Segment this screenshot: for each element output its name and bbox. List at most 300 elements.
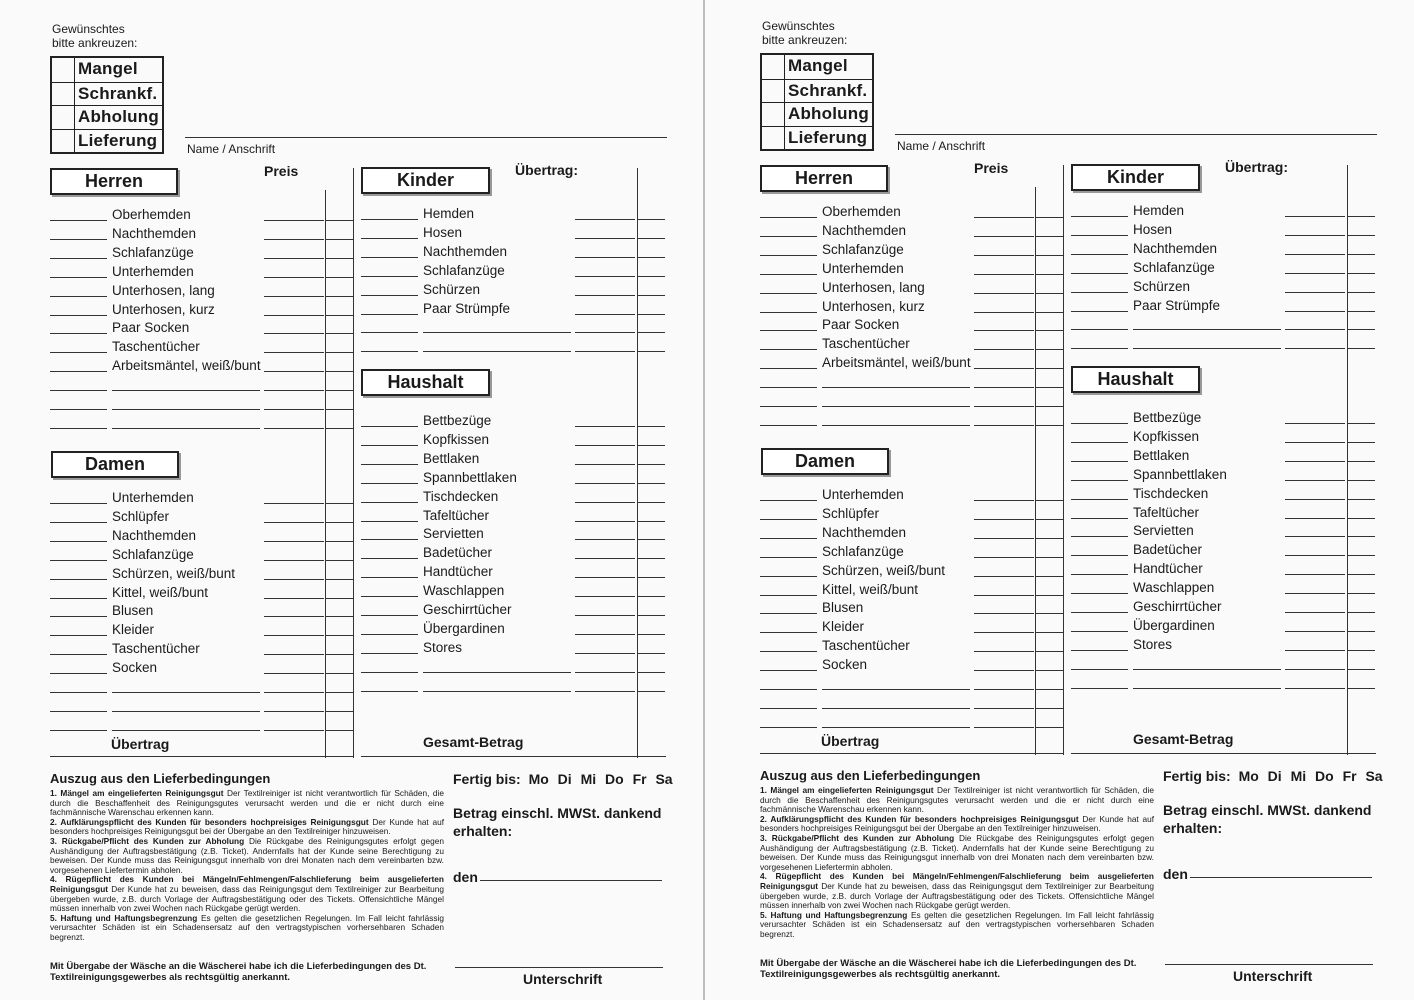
checkbox[interactable] [52, 106, 75, 129]
cent-field[interactable] [1347, 555, 1375, 556]
price-field[interactable] [575, 539, 635, 540]
cent-field[interactable] [637, 577, 665, 578]
extra-item-line[interactable] [423, 351, 571, 352]
cent-field[interactable] [1347, 329, 1375, 330]
cent-field[interactable] [1036, 255, 1064, 256]
option-schrankfertig[interactable] [762, 79, 872, 103]
quantity-field[interactable] [50, 239, 107, 240]
quantity-field[interactable] [1071, 329, 1128, 330]
day-mi[interactable]: Mi [580, 771, 597, 787]
extra-item-line[interactable] [822, 689, 970, 690]
quantity-field[interactable] [760, 217, 817, 218]
price-field[interactable] [974, 500, 1034, 501]
day-fr[interactable]: Fr [1342, 768, 1357, 784]
extra-item-line[interactable] [112, 428, 260, 429]
date-line[interactable] [1190, 877, 1372, 878]
quantity-field[interactable] [1071, 555, 1128, 556]
quantity-field[interactable] [50, 522, 107, 523]
cent-field[interactable] [326, 579, 354, 580]
checkbox[interactable] [52, 83, 75, 106]
price-field[interactable] [974, 255, 1034, 256]
quantity-field[interactable] [760, 708, 817, 709]
extra-item-line[interactable] [1133, 329, 1281, 330]
quantity-field[interactable] [361, 445, 418, 446]
quantity-field[interactable] [361, 634, 418, 635]
date-line[interactable] [480, 880, 662, 881]
cent-field[interactable] [1036, 613, 1064, 614]
price-field[interactable] [575, 332, 635, 333]
quantity-field[interactable] [760, 727, 817, 728]
quantity-field[interactable] [1071, 688, 1128, 689]
cent-field[interactable] [637, 672, 665, 673]
price-field[interactable] [1285, 555, 1345, 556]
price-field[interactable] [974, 406, 1034, 407]
price-field[interactable] [575, 351, 635, 352]
cent-field[interactable] [326, 616, 354, 617]
price-field[interactable] [264, 711, 324, 712]
extra-item-line[interactable] [822, 708, 970, 709]
quantity-field[interactable] [1071, 292, 1128, 293]
quantity-field[interactable] [760, 368, 817, 369]
name-address-line[interactable] [895, 134, 1377, 135]
quantity-field[interactable] [1071, 650, 1128, 651]
quantity-field[interactable] [760, 236, 817, 237]
day-sa[interactable]: Sa [1365, 768, 1383, 784]
extra-item-line[interactable] [112, 390, 260, 391]
quantity-field[interactable] [760, 538, 817, 539]
cent-field[interactable] [1036, 519, 1064, 520]
cent-field[interactable] [1036, 651, 1064, 652]
cent-field[interactable] [637, 257, 665, 258]
price-field[interactable] [974, 312, 1034, 313]
checkbox[interactable] [52, 58, 75, 82]
price-field[interactable] [1285, 461, 1345, 462]
checkbox[interactable] [52, 130, 75, 153]
price-field[interactable] [1285, 480, 1345, 481]
checkbox[interactable] [762, 55, 785, 79]
price-field[interactable] [264, 239, 324, 240]
price-field[interactable] [264, 371, 324, 372]
price-field[interactable] [264, 560, 324, 561]
checkbox[interactable] [762, 127, 785, 150]
cent-field[interactable] [1036, 500, 1064, 501]
price-field[interactable] [1285, 442, 1345, 443]
day-mi[interactable]: Mi [1290, 768, 1307, 784]
quantity-field[interactable] [760, 576, 817, 577]
price-field[interactable] [1285, 650, 1345, 651]
cent-field[interactable] [637, 332, 665, 333]
price-field[interactable] [575, 426, 635, 427]
price-field[interactable] [1285, 593, 1345, 594]
extra-item-line[interactable] [112, 711, 260, 712]
cent-field[interactable] [637, 445, 665, 446]
cent-field[interactable] [637, 295, 665, 296]
price-field[interactable] [974, 387, 1034, 388]
cent-field[interactable] [326, 277, 354, 278]
price-field[interactable] [575, 521, 635, 522]
cent-field[interactable] [1347, 669, 1375, 670]
option-lieferung[interactable] [52, 129, 162, 153]
cent-field[interactable] [637, 426, 665, 427]
quantity-field[interactable] [50, 277, 107, 278]
cent-field[interactable] [1036, 293, 1064, 294]
cent-field[interactable] [637, 483, 665, 484]
cent-field[interactable] [326, 220, 354, 221]
cent-field[interactable] [326, 541, 354, 542]
price-field[interactable] [264, 333, 324, 334]
cent-field[interactable] [637, 314, 665, 315]
price-field[interactable] [974, 236, 1034, 237]
cent-field[interactable] [1347, 442, 1375, 443]
quantity-field[interactable] [50, 654, 107, 655]
price-field[interactable] [264, 428, 324, 429]
quantity-field[interactable] [50, 673, 107, 674]
price-field[interactable] [575, 276, 635, 277]
cent-field[interactable] [1347, 292, 1375, 293]
quantity-field[interactable] [50, 258, 107, 259]
price-field[interactable] [575, 445, 635, 446]
quantity-field[interactable] [760, 274, 817, 275]
quantity-field[interactable] [361, 539, 418, 540]
quantity-field[interactable] [1071, 235, 1128, 236]
extra-item-line[interactable] [423, 332, 571, 333]
price-field[interactable] [974, 349, 1034, 350]
cent-field[interactable] [326, 239, 354, 240]
cent-field[interactable] [326, 315, 354, 316]
price-field[interactable] [264, 616, 324, 617]
quantity-field[interactable] [50, 409, 107, 410]
price-field[interactable] [974, 651, 1034, 652]
cent-field[interactable] [1036, 708, 1064, 709]
day-mo[interactable]: Mo [1238, 768, 1259, 784]
quantity-field[interactable] [361, 332, 418, 333]
quantity-field[interactable] [760, 557, 817, 558]
price-field[interactable] [264, 409, 324, 410]
cent-field[interactable] [1036, 274, 1064, 275]
price-field[interactable] [264, 258, 324, 259]
cent-field[interactable] [637, 634, 665, 635]
extra-item-line[interactable] [112, 730, 260, 731]
cent-field[interactable] [326, 598, 354, 599]
price-field[interactable] [974, 368, 1034, 369]
quantity-field[interactable] [50, 616, 107, 617]
quantity-field[interactable] [50, 579, 107, 580]
quantity-field[interactable] [760, 387, 817, 388]
quantity-field[interactable] [760, 312, 817, 313]
quantity-field[interactable] [361, 314, 418, 315]
price-field[interactable] [1285, 292, 1345, 293]
quantity-field[interactable] [760, 595, 817, 596]
quantity-field[interactable] [50, 635, 107, 636]
price-field[interactable] [575, 314, 635, 315]
quantity-field[interactable] [1071, 631, 1128, 632]
extra-item-line[interactable] [822, 387, 970, 388]
price-field[interactable] [974, 519, 1034, 520]
cent-field[interactable] [326, 560, 354, 561]
price-field[interactable] [575, 295, 635, 296]
price-field[interactable] [264, 522, 324, 523]
price-field[interactable] [575, 653, 635, 654]
cent-field[interactable] [637, 653, 665, 654]
price-field[interactable] [264, 654, 324, 655]
quantity-field[interactable] [361, 653, 418, 654]
price-field[interactable] [1285, 669, 1345, 670]
cent-field[interactable] [326, 673, 354, 674]
price-field[interactable] [1285, 329, 1345, 330]
cent-field[interactable] [637, 238, 665, 239]
option-abholung[interactable] [762, 102, 872, 126]
checkbox[interactable] [762, 103, 785, 126]
price-field[interactable] [974, 613, 1034, 614]
extra-item-line[interactable] [822, 727, 970, 728]
price-field[interactable] [575, 219, 635, 220]
quantity-field[interactable] [50, 220, 107, 221]
price-field[interactable] [575, 257, 635, 258]
cent-field[interactable] [637, 219, 665, 220]
cent-field[interactable] [326, 258, 354, 259]
quantity-field[interactable] [1071, 254, 1128, 255]
cent-field[interactable] [637, 691, 665, 692]
quantity-field[interactable] [50, 352, 107, 353]
price-field[interactable] [575, 483, 635, 484]
cent-field[interactable] [637, 521, 665, 522]
price-field[interactable] [575, 577, 635, 578]
price-field[interactable] [264, 390, 324, 391]
cent-field[interactable] [637, 596, 665, 597]
price-field[interactable] [1285, 423, 1345, 424]
quantity-field[interactable] [361, 295, 418, 296]
quantity-field[interactable] [361, 615, 418, 616]
price-field[interactable] [264, 541, 324, 542]
price-field[interactable] [264, 220, 324, 221]
extra-item-line[interactable] [112, 692, 260, 693]
signature-line[interactable] [1165, 964, 1373, 965]
cent-field[interactable] [1036, 727, 1064, 728]
quantity-field[interactable] [760, 500, 817, 501]
quantity-field[interactable] [50, 503, 107, 504]
day-di[interactable]: Di [557, 771, 572, 787]
extra-item-line[interactable] [1133, 348, 1281, 349]
cent-field[interactable] [326, 692, 354, 693]
day-do[interactable]: Do [605, 771, 624, 787]
cent-field[interactable] [1347, 612, 1375, 613]
cent-field[interactable] [1347, 650, 1375, 651]
extra-item-line[interactable] [423, 672, 571, 673]
cent-field[interactable] [1036, 538, 1064, 539]
name-address-line[interactable] [185, 137, 667, 138]
price-field[interactable] [974, 576, 1034, 577]
price-field[interactable] [264, 315, 324, 316]
cent-field[interactable] [1036, 576, 1064, 577]
cent-field[interactable] [1036, 425, 1064, 426]
price-field[interactable] [575, 238, 635, 239]
cent-field[interactable] [1036, 312, 1064, 313]
price-field[interactable] [575, 596, 635, 597]
price-field[interactable] [575, 502, 635, 503]
quantity-field[interactable] [760, 670, 817, 671]
quantity-field[interactable] [760, 689, 817, 690]
extra-item-line[interactable] [1133, 688, 1281, 689]
price-field[interactable] [264, 598, 324, 599]
price-field[interactable] [1285, 254, 1345, 255]
price-field[interactable] [1285, 235, 1345, 236]
quantity-field[interactable] [361, 464, 418, 465]
cent-field[interactable] [326, 503, 354, 504]
quantity-field[interactable] [50, 560, 107, 561]
price-field[interactable] [575, 672, 635, 673]
cent-field[interactable] [1347, 631, 1375, 632]
quantity-field[interactable] [361, 351, 418, 352]
quantity-field[interactable] [50, 692, 107, 693]
quantity-field[interactable] [760, 519, 817, 520]
cent-field[interactable] [637, 276, 665, 277]
checkbox[interactable] [762, 80, 785, 103]
cent-field[interactable] [637, 539, 665, 540]
price-field[interactable] [1285, 273, 1345, 274]
quantity-field[interactable] [361, 502, 418, 503]
quantity-field[interactable] [1071, 423, 1128, 424]
quantity-field[interactable] [361, 483, 418, 484]
quantity-field[interactable] [50, 541, 107, 542]
price-field[interactable] [264, 277, 324, 278]
cent-field[interactable] [1347, 574, 1375, 575]
quantity-field[interactable] [1071, 499, 1128, 500]
cent-field[interactable] [1036, 670, 1064, 671]
cent-field[interactable] [1347, 216, 1375, 217]
quantity-field[interactable] [50, 315, 107, 316]
day-do[interactable]: Do [1315, 768, 1334, 784]
cent-field[interactable] [326, 352, 354, 353]
cent-field[interactable] [1347, 499, 1375, 500]
price-field[interactable] [575, 615, 635, 616]
price-field[interactable] [264, 352, 324, 353]
cent-field[interactable] [1347, 235, 1375, 236]
option-abholung[interactable] [52, 105, 162, 129]
quantity-field[interactable] [760, 613, 817, 614]
cent-field[interactable] [1036, 217, 1064, 218]
price-field[interactable] [1285, 499, 1345, 500]
signature-line[interactable] [455, 967, 663, 968]
cent-field[interactable] [1347, 254, 1375, 255]
cent-field[interactable] [1347, 461, 1375, 462]
price-field[interactable] [575, 634, 635, 635]
cent-field[interactable] [326, 522, 354, 523]
cent-field[interactable] [326, 428, 354, 429]
option-mangel[interactable] [762, 55, 872, 79]
price-field[interactable] [1285, 612, 1345, 613]
quantity-field[interactable] [361, 238, 418, 239]
cent-field[interactable] [326, 635, 354, 636]
cent-field[interactable] [1347, 536, 1375, 537]
quantity-field[interactable] [760, 293, 817, 294]
cent-field[interactable] [326, 390, 354, 391]
cent-field[interactable] [637, 615, 665, 616]
price-field[interactable] [575, 464, 635, 465]
quantity-field[interactable] [361, 691, 418, 692]
quantity-field[interactable] [1071, 480, 1128, 481]
price-field[interactable] [575, 691, 635, 692]
quantity-field[interactable] [1071, 348, 1128, 349]
cent-field[interactable] [637, 502, 665, 503]
quantity-field[interactable] [361, 521, 418, 522]
cent-field[interactable] [1347, 688, 1375, 689]
cent-field[interactable] [1036, 689, 1064, 690]
quantity-field[interactable] [50, 711, 107, 712]
quantity-field[interactable] [1071, 273, 1128, 274]
price-field[interactable] [1285, 216, 1345, 217]
quantity-field[interactable] [1071, 311, 1128, 312]
cent-field[interactable] [1036, 330, 1064, 331]
quantity-field[interactable] [1071, 574, 1128, 575]
day-sa[interactable]: Sa [655, 771, 673, 787]
quantity-field[interactable] [361, 276, 418, 277]
quantity-field[interactable] [50, 428, 107, 429]
quantity-field[interactable] [1071, 518, 1128, 519]
day-fr[interactable]: Fr [632, 771, 647, 787]
price-field[interactable] [974, 727, 1034, 728]
price-field[interactable] [264, 296, 324, 297]
quantity-field[interactable] [361, 577, 418, 578]
cent-field[interactable] [1036, 595, 1064, 596]
extra-item-line[interactable] [1133, 669, 1281, 670]
price-field[interactable] [1285, 348, 1345, 349]
quantity-field[interactable] [361, 558, 418, 559]
quantity-field[interactable] [1071, 669, 1128, 670]
price-field[interactable] [1285, 688, 1345, 689]
cent-field[interactable] [326, 654, 354, 655]
cent-field[interactable] [326, 409, 354, 410]
quantity-field[interactable] [1071, 593, 1128, 594]
quantity-field[interactable] [760, 255, 817, 256]
cent-field[interactable] [326, 333, 354, 334]
price-field[interactable] [974, 293, 1034, 294]
price-field[interactable] [264, 673, 324, 674]
cent-field[interactable] [1036, 368, 1064, 369]
price-field[interactable] [1285, 574, 1345, 575]
price-field[interactable] [974, 670, 1034, 671]
quantity-field[interactable] [50, 598, 107, 599]
quantity-field[interactable] [1071, 612, 1128, 613]
cent-field[interactable] [326, 711, 354, 712]
day-di[interactable]: Di [1267, 768, 1282, 784]
cent-field[interactable] [1036, 406, 1064, 407]
price-field[interactable] [974, 689, 1034, 690]
option-mangel[interactable] [52, 58, 162, 82]
cent-field[interactable] [637, 558, 665, 559]
quantity-field[interactable] [361, 672, 418, 673]
extra-item-line[interactable] [112, 409, 260, 410]
quantity-field[interactable] [1071, 536, 1128, 537]
cent-field[interactable] [1347, 311, 1375, 312]
option-lieferung[interactable] [762, 126, 872, 150]
quantity-field[interactable] [760, 349, 817, 350]
cent-field[interactable] [1036, 387, 1064, 388]
cent-field[interactable] [1036, 236, 1064, 237]
price-field[interactable] [974, 425, 1034, 426]
quantity-field[interactable] [361, 426, 418, 427]
quantity-field[interactable] [50, 390, 107, 391]
price-field[interactable] [974, 538, 1034, 539]
quantity-field[interactable] [1071, 442, 1128, 443]
cent-field[interactable] [1347, 273, 1375, 274]
quantity-field[interactable] [760, 425, 817, 426]
cent-field[interactable] [637, 351, 665, 352]
cent-field[interactable] [1347, 348, 1375, 349]
quantity-field[interactable] [50, 296, 107, 297]
quantity-field[interactable] [1071, 216, 1128, 217]
quantity-field[interactable] [760, 406, 817, 407]
price-field[interactable] [264, 730, 324, 731]
